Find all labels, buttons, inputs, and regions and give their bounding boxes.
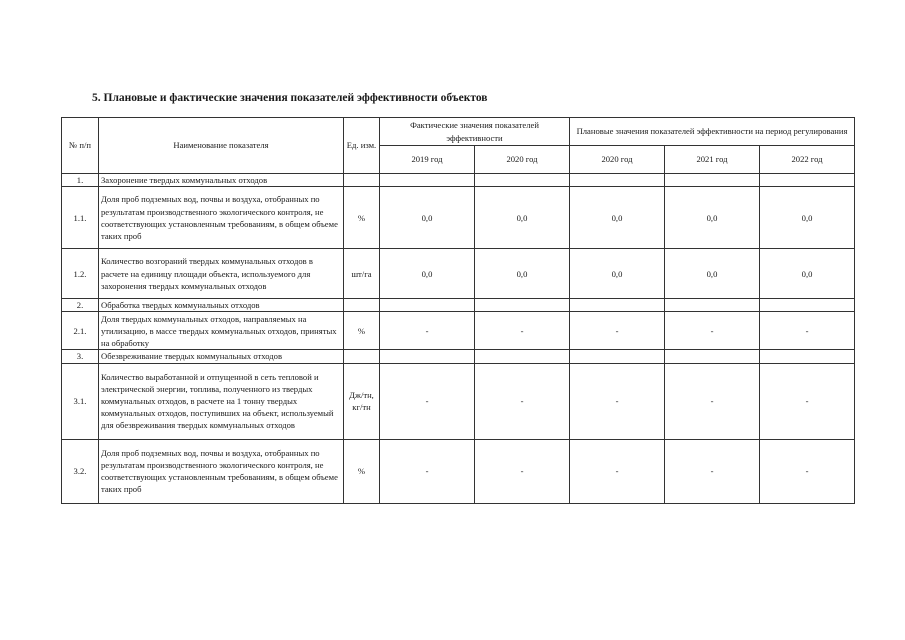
row-value — [760, 174, 855, 187]
row-name: Доля проб подземных вод, почвы и воздуха, отобранных по результатам производственного экологического контроля, не соответствующих установленным требованиям, в общем объеме таких проб — [99, 439, 344, 503]
table-row — [62, 363, 855, 439]
row-name: Доля твердых коммунальных отходов, направляемых на утилизацию, в массе твердых коммунальных отходов, принятых на обработку — [99, 312, 344, 350]
row-value: - — [475, 439, 570, 503]
row-num: 3.1. — [62, 363, 99, 439]
row-value: - — [380, 439, 475, 503]
row-value: 0,0 — [380, 249, 475, 299]
section-heading: 5. Плановые и фактические значения показателей эффективности объектов — [92, 92, 488, 104]
row-value: - — [570, 312, 665, 350]
header-name: Наименование показателя — [99, 118, 344, 174]
row-value — [475, 350, 570, 363]
row-value — [760, 350, 855, 363]
row-name: Захоронение твердых коммунальных отходов — [99, 174, 344, 187]
row-num: 1. — [62, 174, 99, 187]
row-value: - — [475, 363, 570, 439]
header-year: 2021 год — [665, 146, 760, 174]
table-row-section — [62, 174, 855, 187]
row-value: - — [570, 439, 665, 503]
row-value — [380, 174, 475, 187]
header-planned-group: Плановые значения показателей эффективности на период регулирования — [570, 118, 855, 146]
row-value — [380, 299, 475, 312]
row-value: - — [760, 439, 855, 503]
header-year: 2019 год — [380, 146, 475, 174]
performance-table — [61, 117, 855, 504]
row-num: 1.2. — [62, 249, 99, 299]
row-value: 0,0 — [570, 249, 665, 299]
row-value: - — [665, 363, 760, 439]
row-unit: % — [344, 187, 380, 249]
row-num: 2. — [62, 299, 99, 312]
row-value: - — [760, 312, 855, 350]
row-value — [380, 350, 475, 363]
row-value: 0,0 — [760, 249, 855, 299]
row-unit: % — [344, 439, 380, 503]
row-name: Обезвреживание твердых коммунальных отходов — [99, 350, 344, 363]
row-unit — [344, 350, 380, 363]
row-value — [570, 299, 665, 312]
row-value: - — [665, 312, 760, 350]
row-value — [570, 174, 665, 187]
row-value — [475, 174, 570, 187]
row-value: 0,0 — [380, 187, 475, 249]
table-row — [62, 187, 855, 249]
row-num: 3.2. — [62, 439, 99, 503]
row-num: 3. — [62, 350, 99, 363]
row-num: 2.1. — [62, 312, 99, 350]
header-unit: Ед. изм. — [344, 118, 380, 174]
table-row — [62, 312, 855, 350]
row-value: - — [475, 312, 570, 350]
header-year: 2020 год — [475, 146, 570, 174]
header-actual-group: Фактические значения показателей эффективности — [380, 118, 570, 146]
row-value: 0,0 — [475, 249, 570, 299]
row-value — [665, 350, 760, 363]
table-row — [62, 439, 855, 503]
header-num: № п/п — [62, 118, 99, 174]
row-value — [760, 299, 855, 312]
table-row-section — [62, 350, 855, 363]
row-value — [570, 350, 665, 363]
row-value: - — [380, 312, 475, 350]
table-row — [62, 249, 855, 299]
row-value: - — [570, 363, 665, 439]
row-unit: Дж/тн, кг/тн — [344, 363, 380, 439]
row-unit: шт/га — [344, 249, 380, 299]
row-name: Количество возгораний твердых коммунальных отходов в расчете на единицу площади объекта, используемого для захоронения твердых коммунальных отходов — [99, 249, 344, 299]
row-value: 0,0 — [570, 187, 665, 249]
row-unit: % — [344, 312, 380, 350]
row-value: 0,0 — [665, 249, 760, 299]
row-value: 0,0 — [760, 187, 855, 249]
row-unit — [344, 299, 380, 312]
row-unit — [344, 174, 380, 187]
header-year: 2022 год — [760, 146, 855, 174]
row-value — [665, 299, 760, 312]
header-year: 2020 год — [570, 146, 665, 174]
row-value: 0,0 — [475, 187, 570, 249]
row-value — [475, 299, 570, 312]
row-value: - — [665, 439, 760, 503]
row-name: Доля проб подземных вод, почвы и воздуха, отобранных по результатам производственного экологического контроля, не соответствующих установленным требованиям, в общем объеме таких проб — [99, 187, 344, 249]
table-row-section — [62, 299, 855, 312]
row-value — [665, 174, 760, 187]
row-num: 1.1. — [62, 187, 99, 249]
row-value: - — [380, 363, 475, 439]
row-value: 0,0 — [665, 187, 760, 249]
row-name: Обработка твердых коммунальных отходов — [99, 299, 344, 312]
row-value: - — [760, 363, 855, 439]
row-name: Количество выработанной и отпущенной в сеть тепловой и электрической энергии, топлива, полученного из твердых коммунальных отходов, в расчете на 1 тонну твердых коммунальных отходов, поступивших на объект, используемый для обезвреживания твердых коммунальных отходов — [99, 363, 344, 439]
header-row-top — [62, 118, 855, 146]
